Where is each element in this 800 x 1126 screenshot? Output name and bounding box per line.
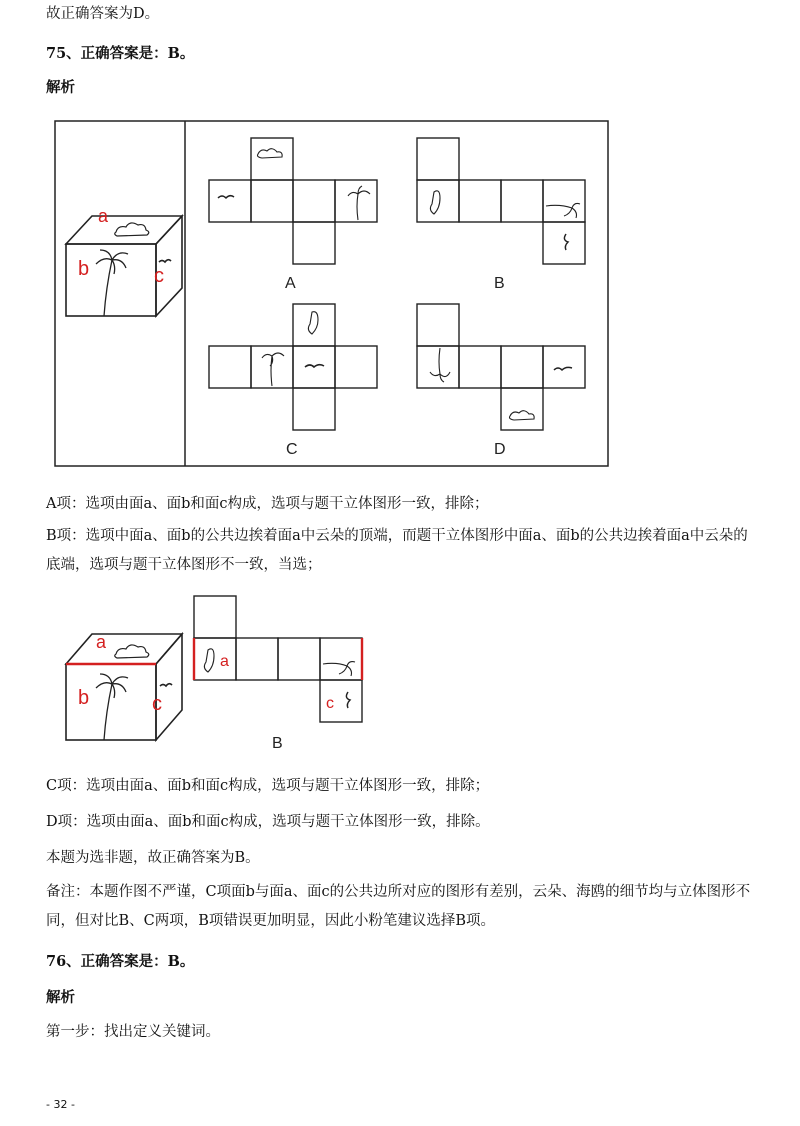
q75-heading: 75、正确答案是：B。 — [46, 45, 195, 62]
net-option-c — [209, 304, 377, 430]
option-label-c: C — [286, 441, 298, 458]
cube2-label-b: b — [78, 687, 90, 709]
cube2-label-a: a — [96, 632, 107, 652]
previous-answer: 故正确答案为D。 — [46, 6, 160, 22]
q76-analysis-label: 解析 — [46, 989, 75, 1006]
net-option-a — [209, 138, 377, 264]
q75-analysis-label: 解析 — [46, 79, 75, 96]
figure-option-b-comparison — [60, 592, 370, 756]
option-label-a: A — [285, 275, 296, 292]
option-label-b: B — [494, 275, 505, 292]
note: 备注：本题作图不严谨，C项面b与面a、面c的公共边所对应的图形有差别，云朵、海鸥的细节均与立体图形不同，但对比B、C两项，B项错误更加明显，因此小粉笔建议选择B项。 — [46, 884, 751, 929]
option-b-analysis: B项：选项中面a、面b的公共边挨着面a中云朵的顶端，而题干立体图形中面a、面b的公共边挨着面a中云朵的底端，选项与题干立体图形不一致，当选； — [46, 528, 748, 573]
net-option-d — [417, 304, 585, 430]
option-a-analysis: A项：选项由面a、面b和面c构成，选项与题干立体图形一致，排除； — [46, 496, 489, 512]
cube-label-c: c — [154, 265, 164, 287]
q76-heading: 76、正确答案是：B。 — [46, 953, 195, 970]
option-d-analysis: D项：选项由面a、面b和面c构成，选项与题干立体图形一致，排除。 — [46, 814, 490, 830]
cube-label-a: a — [98, 206, 109, 226]
conclusion: 本题为选非题，故正确答案为B。 — [46, 850, 260, 866]
q76-step1: 第一步：找出定义关键词。 — [46, 1024, 220, 1040]
page-number: - 32 - — [46, 1098, 75, 1111]
cube2-label-c: c — [152, 693, 162, 715]
net2-caption: B — [272, 735, 283, 752]
figure-cube-options — [54, 120, 610, 468]
net2-label-a: a — [220, 653, 229, 670]
net2-label-c: c — [326, 695, 334, 712]
net-option-b — [417, 138, 585, 264]
option-c-analysis: C项：选项由面a、面b和面c构成，选项与题干立体图形一致，排除； — [46, 778, 490, 794]
option-label-d: D — [494, 441, 506, 458]
cube-label-b: b — [78, 258, 90, 280]
